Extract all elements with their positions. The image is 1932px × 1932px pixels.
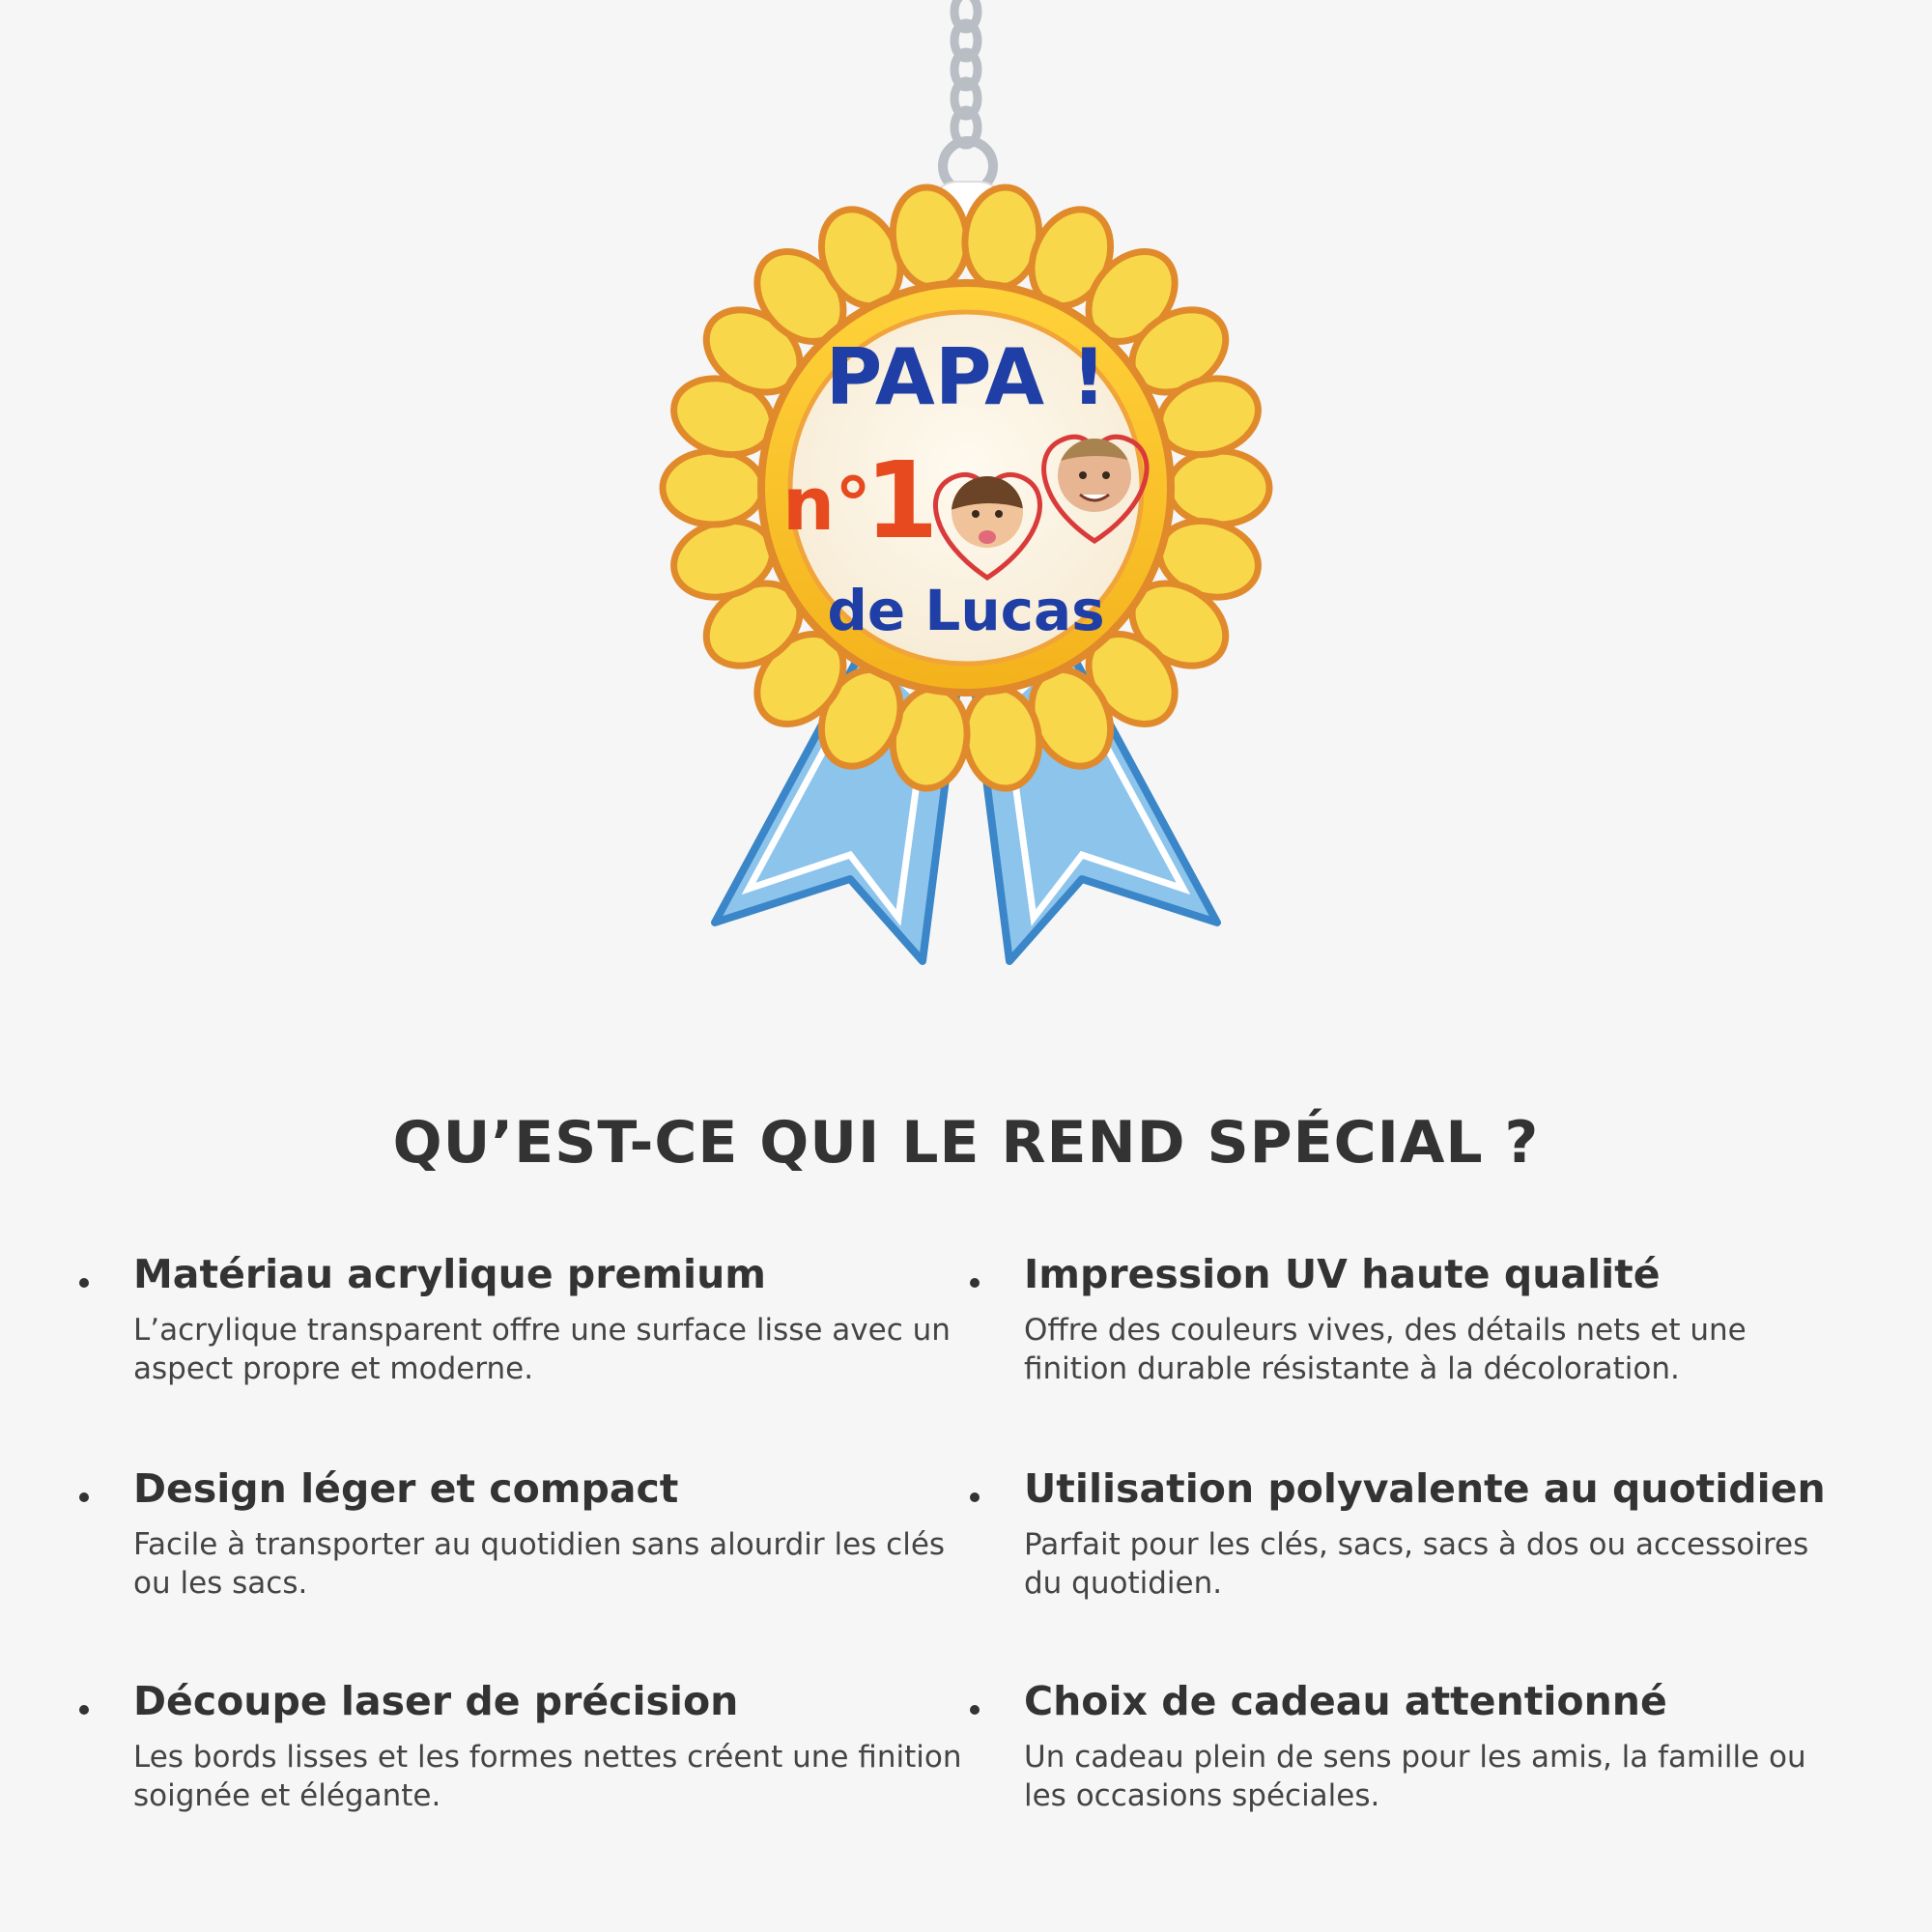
feature-description: L’acrylique transparent offre une surface lisse avec un aspect propre et moderne. bbox=[133, 1313, 951, 1386]
bullet-icon bbox=[79, 1492, 89, 1502]
feature-title: Choix de cadeau attentionné bbox=[1024, 1678, 1667, 1724]
bullet-icon bbox=[970, 1492, 980, 1502]
feature-description: Offre des couleurs vives, des détails nets et une finition durable résistante à la décoloration. bbox=[1024, 1313, 1747, 1386]
feature-title: Matériau acrylique premium bbox=[133, 1251, 766, 1297]
rosette-petal bbox=[663, 451, 763, 525]
feature-description: Parfait pour les clés, sacs, sacs à dos ou accessoires du quotidien. bbox=[1024, 1527, 1809, 1601]
feature-title: Découpe laser de précision bbox=[133, 1678, 739, 1724]
bullet-icon bbox=[970, 1705, 980, 1715]
medal-rank-number: 1 bbox=[865, 439, 939, 562]
medal-title: PAPA ! bbox=[825, 332, 1107, 422]
features-list bbox=[79, 1251, 1876, 1850]
feature-title: Utilisation polyvalente au quotidien bbox=[1024, 1465, 1826, 1512]
medal-subtitle: de Lucas bbox=[827, 578, 1105, 643]
bullet-icon bbox=[79, 1705, 89, 1715]
feature-description: Un cadeau plein de sens pour les amis, la famille ou les occasions spéciales. bbox=[1024, 1740, 1806, 1813]
feature-title: Design léger et compact bbox=[133, 1465, 679, 1512]
rosette-petal bbox=[1169, 451, 1269, 525]
bullet-icon bbox=[79, 1278, 89, 1288]
feature-title: Impression UV haute qualité bbox=[1024, 1251, 1661, 1297]
section-heading: QU’EST-CE QUI LE REND SPÉCIAL ? bbox=[392, 1109, 1540, 1177]
keychain-chain-icon bbox=[943, 0, 993, 191]
feature-description: Les bords lisses et les formes nettes créent une finition soignée et élégante. bbox=[133, 1740, 962, 1813]
feature-description: Facile à transporter au quotidien sans alourdir les clés ou les sacs. bbox=[133, 1527, 946, 1601]
bullet-icon bbox=[970, 1278, 980, 1288]
medal-rank-prefix: n° bbox=[782, 461, 872, 547]
